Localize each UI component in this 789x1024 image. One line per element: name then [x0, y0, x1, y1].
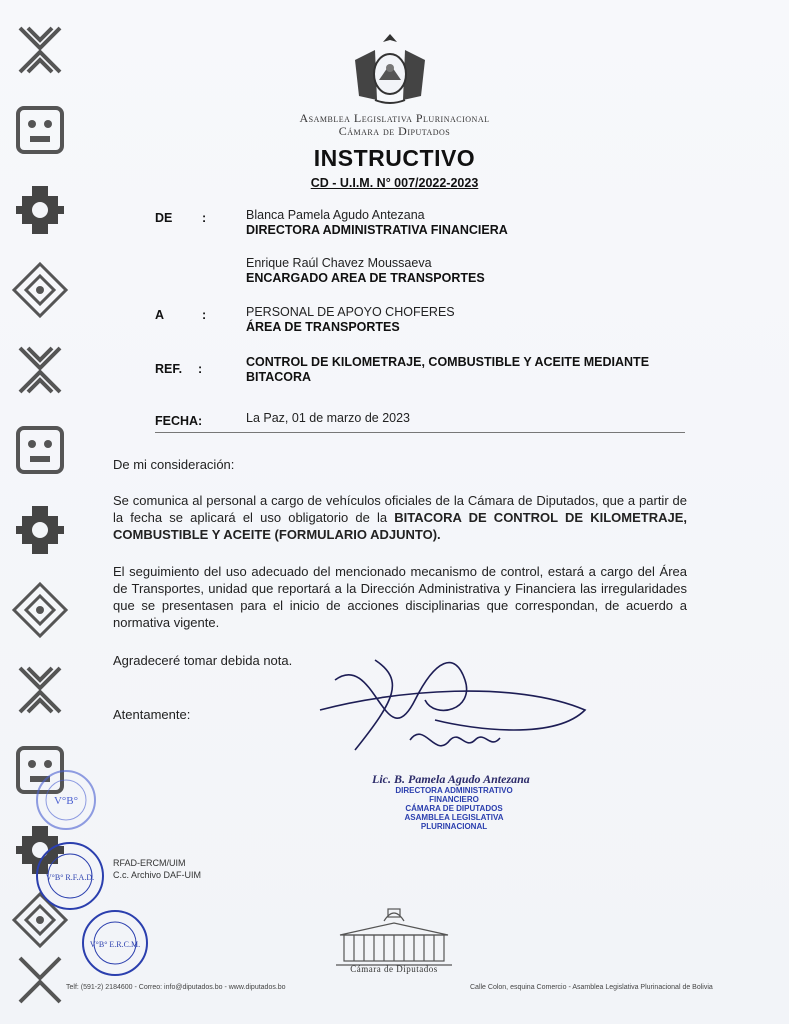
ref-archive: C.c. Archivo DAF-UIM: [113, 870, 202, 880]
footer-contact: Telf: (591-2) 2184600 - Correo: info@diputados.bo - www.diputados.bo: [66, 984, 286, 991]
signer-name: Lic. B. Pamela Agudo Antezana: [372, 772, 530, 786]
handwritten-signature: [315, 640, 605, 780]
fecha-value: La Paz, 01 de marzo de 2023: [246, 411, 411, 425]
diamond-pattern-icon: [10, 260, 70, 320]
chakana-x-icon: [10, 20, 70, 80]
paragraph-3: Agradeceré tomar debida nota.: [113, 653, 293, 668]
fecha-label: FECHA:: [155, 414, 203, 428]
paragraph-1-bold: BITACORA DE CONTROL DE KILOMETRAJE, COMBUSTIBLE Y ACEITE (FORMULARIO ADJUNTO).: [113, 510, 687, 542]
closing: Atentamente:: [113, 707, 191, 722]
chamber-building-logo: [332, 894, 456, 974]
diamond-pattern-icon: [10, 580, 70, 640]
de-label: DE: [155, 211, 173, 225]
tiwanaku-face-icon: [10, 420, 70, 480]
ref-colon: :: [198, 362, 203, 376]
approval-seal-2: [34, 840, 106, 912]
greeting: De mi consideración:: [113, 457, 235, 472]
approval-seal-3: [80, 908, 150, 978]
a-value2: ÁREA DE TRANSPORTES: [246, 320, 400, 334]
ref-label: REF.: [155, 362, 183, 376]
chakana-x-icon: [10, 340, 70, 400]
official-stamp: [374, 786, 534, 831]
chakana-x-icon: [10, 660, 70, 720]
de-name2: Enrique Raúl Chavez Moussaeva: [246, 256, 432, 270]
seal-3-text: V°B° E.R.C.M.: [89, 940, 141, 949]
seal-1-text: V°B°: [53, 795, 79, 807]
paragraph-2: El seguimiento del uso adecuado del mencionado mecanismo de control, estará a cargo del Área de Transportes, unidad que reportará a la Dirección Administrativa y Financiera las irregularidades que se presentasen para el inicio de acciones disciplinarias que correspondan, de acuerdo a normativa vigente.: [113, 564, 687, 630]
institution-line2: Cámara de Diputados: [338, 124, 451, 138]
document-code: CD - U.I.M. N° 007/2022-2023: [310, 176, 479, 190]
a-colon: :: [202, 308, 207, 322]
a-label: A: [155, 308, 165, 322]
ref-initials: RFAD-ERCM/UIM: [113, 858, 186, 868]
stamp-line3: ASAMBLEA LEGISLATIVA PLURINACIONAL: [404, 813, 504, 831]
de-colon: :: [202, 211, 207, 225]
ref-value2: BITACORA: [246, 370, 312, 384]
institution-line1: Asamblea Legislativa Plurinacional: [299, 111, 490, 125]
institution-header: [0, 112, 789, 138]
paragraph-1-text: Se comunica al personal a cargo de vehículos oficiales de la Cámara de Diputados, que a partir de la fecha se aplicará el uso obligatorio de la: [113, 493, 687, 525]
footer-chamber-name: Cámara de Diputados: [350, 964, 438, 974]
stamp-line2: CÁMARA DE DIPUTADOS: [405, 804, 503, 813]
stepped-cross-icon: [10, 500, 70, 560]
de-name1: Blanca Pamela Agudo Antezana: [246, 208, 425, 222]
header-divider: [155, 432, 685, 433]
approval-seal-1: [34, 768, 98, 832]
document-title: INSTRUCTIVO: [313, 145, 476, 171]
seal-2-text: V°B° R.F.A.D.: [45, 873, 95, 882]
ref-value1: CONTROL DE KILOMETRAJE, COMBUSTIBLE Y ACEITE MEDIANTE: [246, 355, 650, 369]
de-role1: DIRECTORA ADMINISTRATIVA FINANCIERA: [246, 223, 508, 237]
de-role2: ENCARGADO AREA DE TRANSPORTES: [246, 271, 485, 285]
coat-of-arms-logo: [345, 30, 435, 108]
paragraph-1: [113, 492, 687, 543]
stamp-line1: DIRECTORA ADMINISTRATIVO FINANCIERO: [395, 786, 513, 804]
a-value1: PERSONAL DE APOYO CHOFERES: [246, 305, 455, 319]
footer-address: Calle Colon, esquina Comercio - Asamblea Legislativa Plurinacional de Bolivia: [470, 984, 713, 991]
chakana-x-icon: [10, 950, 70, 1010]
